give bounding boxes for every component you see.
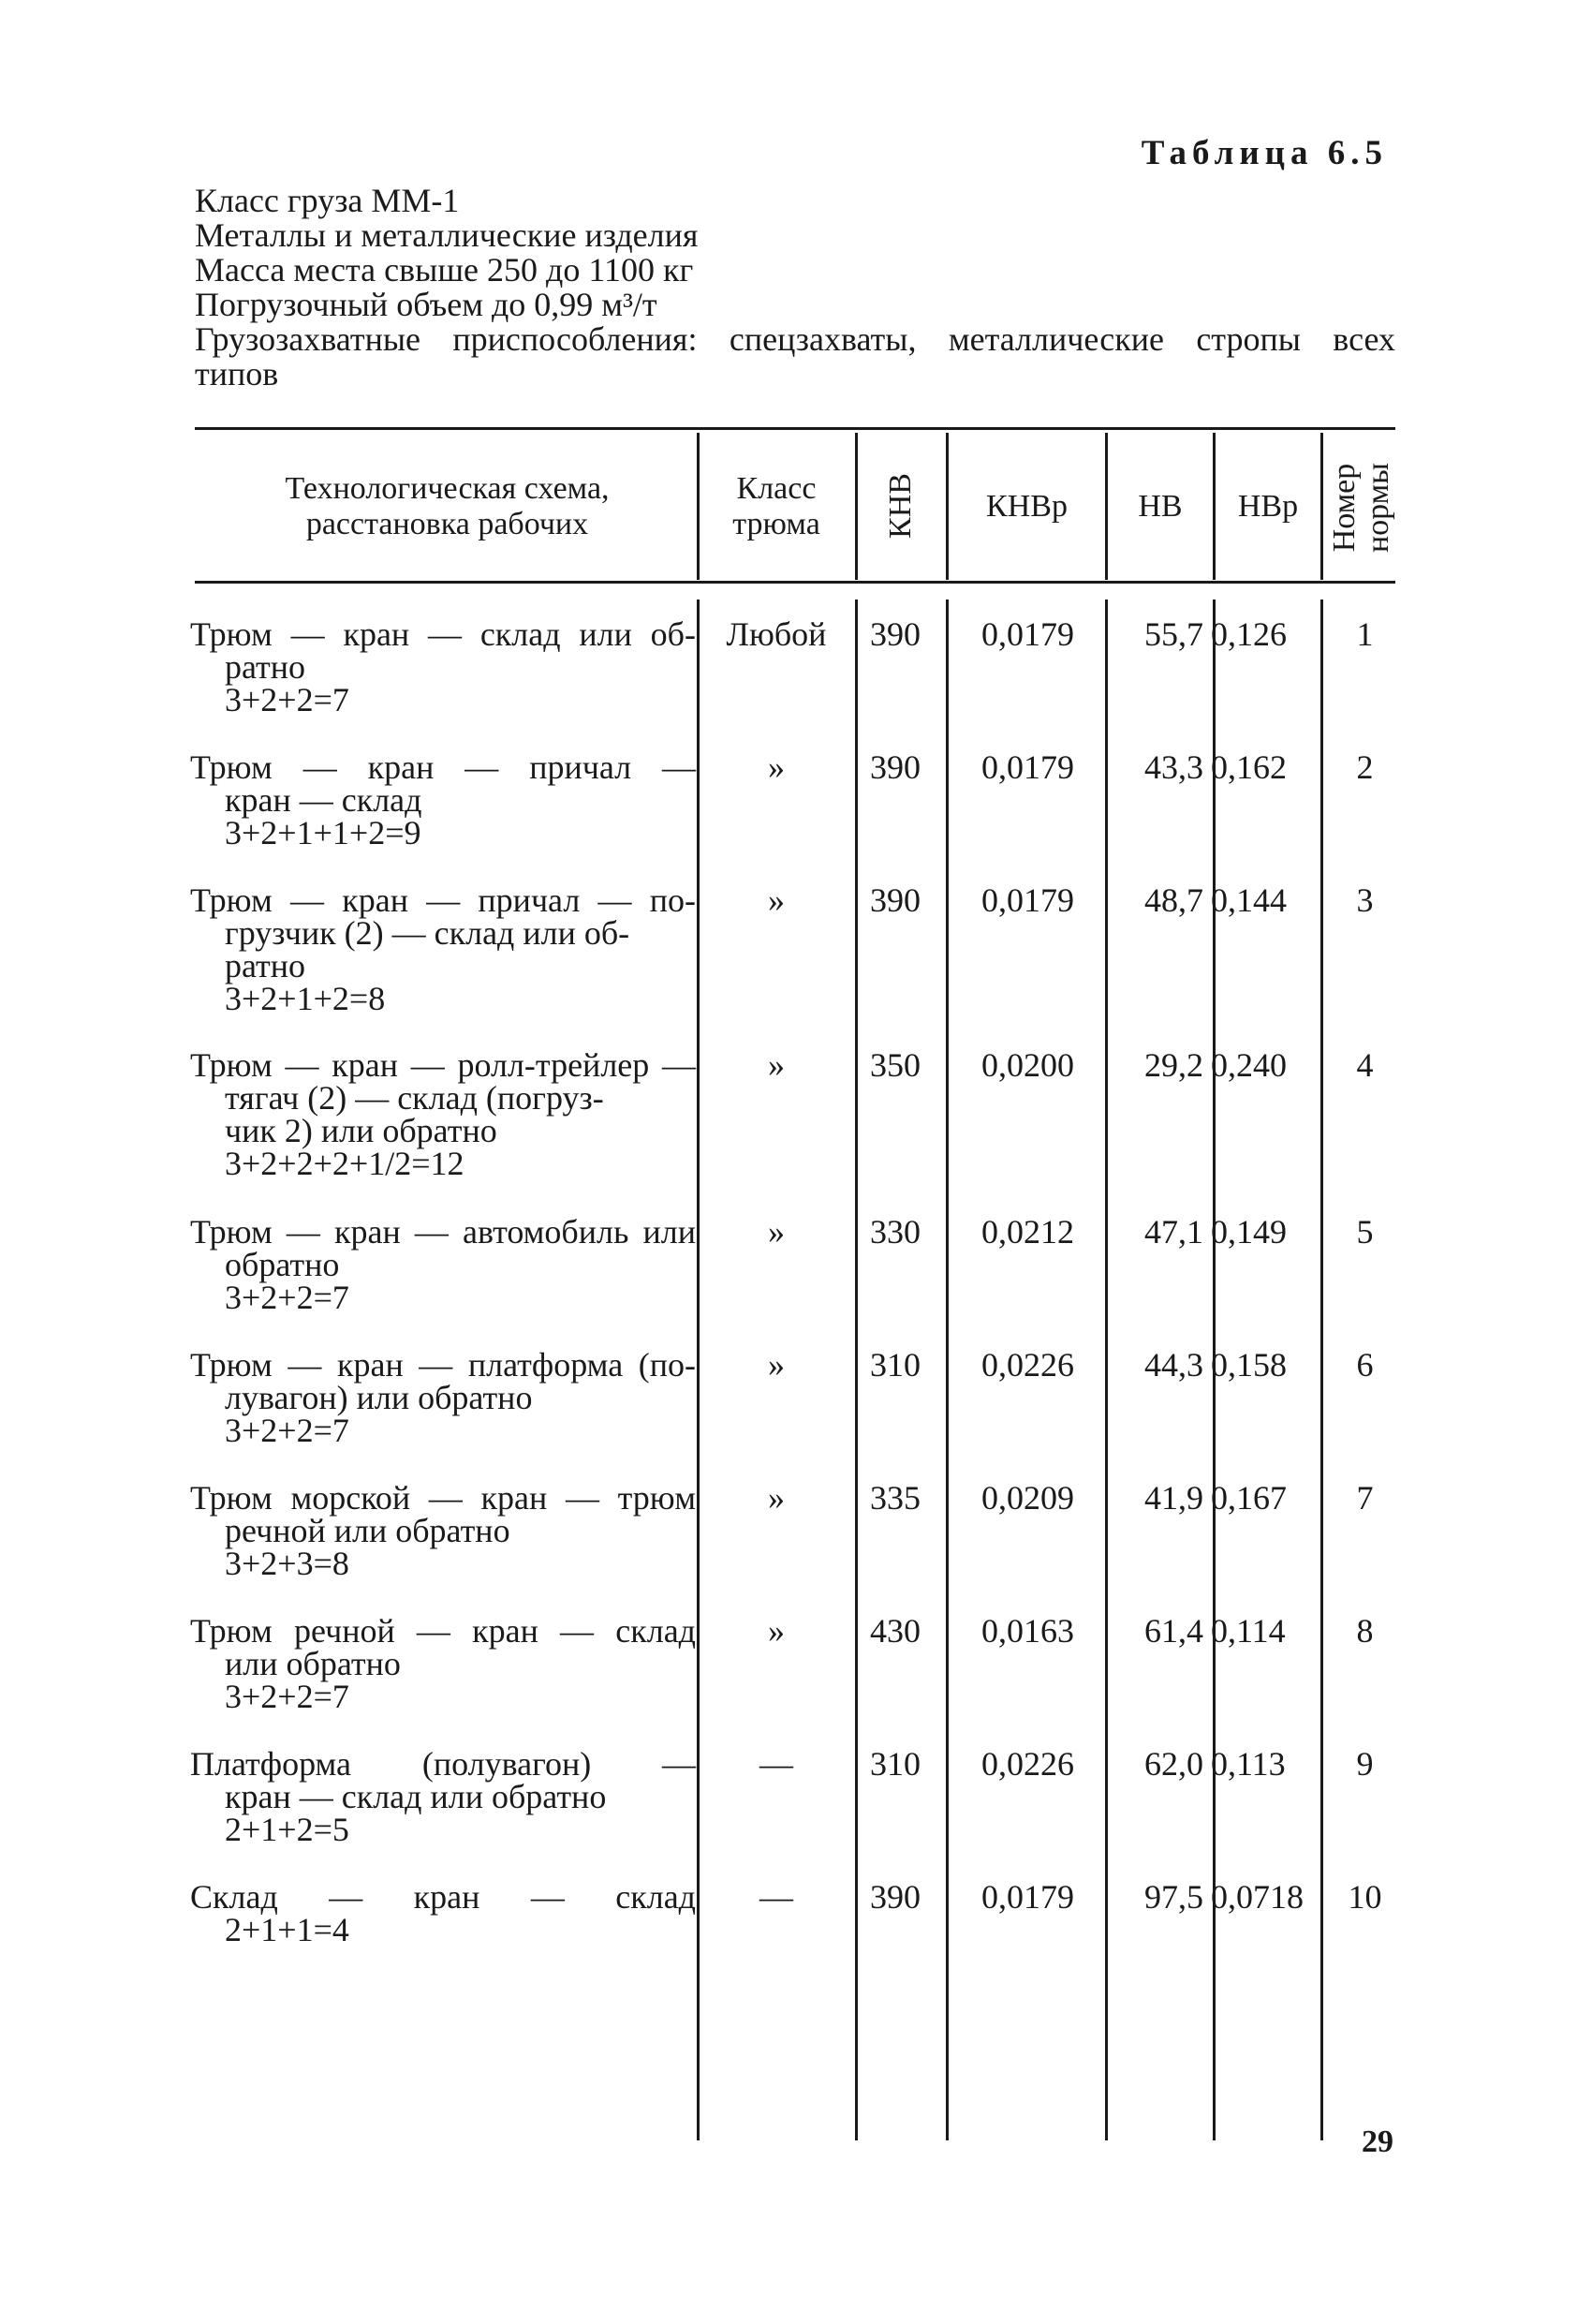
hold-class-cell: » <box>768 881 785 919</box>
norm-number-cell: 1 <box>1356 615 1374 653</box>
nvr-cell: 0,144 <box>1211 881 1287 919</box>
col-divider <box>697 600 700 2140</box>
knv-cell: 310 <box>870 1346 921 1384</box>
knvr-cell: 0,0226 <box>981 1346 1074 1384</box>
nvr-cell: 0,113 <box>1211 1745 1286 1783</box>
knvr-cell: 0,0200 <box>981 1046 1074 1084</box>
scheme-line: Трюм речной — кран — склад <box>190 1612 696 1650</box>
knv-cell: 390 <box>870 615 921 653</box>
table-top-rule <box>195 427 1395 430</box>
knv-cell: 390 <box>870 881 921 919</box>
scheme-line: Трюм морской — кран — трюм <box>190 1479 696 1517</box>
norm-number-cell: 5 <box>1356 1213 1374 1251</box>
cargo-gear-cont: типов <box>195 355 279 392</box>
nv-cell: 44,3 <box>1144 1346 1203 1384</box>
scheme-line: 2+1+2=5 <box>225 1811 349 1848</box>
hold-class-cell: » <box>768 1346 785 1384</box>
header-knv: КНВ <box>883 473 918 539</box>
cargo-category: Металлы и металлические изделия <box>195 216 699 254</box>
header-norm-number: Номер нормы <box>1327 462 1395 554</box>
nv-cell: 97,5 <box>1144 1878 1203 1916</box>
cargo-mass: Масса места свыше 250 до 1100 кг <box>195 251 694 289</box>
norm-number-cell: 8 <box>1356 1612 1374 1650</box>
scheme-line: ратно <box>225 947 306 984</box>
header-bottom-rule <box>195 581 1395 584</box>
scheme-line: 3+2+2=7 <box>225 1678 349 1715</box>
scheme-cell <box>190 881 696 1017</box>
scheme-line: 2+1+1=4 <box>225 1911 349 1948</box>
col-divider <box>855 600 858 2140</box>
col-divider <box>1213 433 1216 580</box>
knvr-cell: 0,0179 <box>981 615 1074 653</box>
scheme-line: Трюм — кран — склад или об- <box>190 615 696 653</box>
scheme-cell <box>190 1213 696 1316</box>
col-divider <box>1320 433 1323 580</box>
cargo-class: Класс груза ММ-1 <box>195 182 460 219</box>
scheme-line: Трюм — кран — причал — <box>190 748 696 786</box>
cargo-volume: Погрузочный объем до 0,99 м³/т <box>195 286 657 323</box>
nv-cell: 29,2 <box>1144 1046 1203 1084</box>
scheme-line: 3+2+2=7 <box>225 1412 349 1449</box>
norm-number-cell: 3 <box>1356 881 1374 919</box>
nvr-cell: 0,162 <box>1211 748 1287 786</box>
nv-cell: 43,3 <box>1144 748 1203 786</box>
nvr-cell: 0,149 <box>1211 1213 1287 1251</box>
scheme-line: обратно <box>225 1246 340 1283</box>
scheme-line: чик 2) или обратно <box>225 1112 497 1149</box>
scheme-line: 3+2+2+2+1/2=12 <box>225 1145 464 1182</box>
col-divider <box>946 433 949 580</box>
scheme-cell <box>190 1612 696 1715</box>
hold-class-cell: » <box>768 1213 785 1251</box>
knv-cell: 330 <box>870 1213 921 1251</box>
cargo-gear: Грузозахватные приспособления: спецзахваты, металлические стропы всех <box>195 320 1395 358</box>
col-divider <box>1105 433 1108 580</box>
scheme-line: кран — склад или обратно <box>225 1778 607 1815</box>
scheme-cell <box>190 748 696 851</box>
nv-cell: 62,0 <box>1144 1745 1203 1783</box>
nv-cell: 41,9 <box>1144 1479 1203 1517</box>
col-divider <box>1320 600 1323 2140</box>
knv-cell: 335 <box>870 1479 921 1517</box>
header-scheme: Технологическая схема, расстановка рабочих <box>285 471 610 541</box>
col-divider <box>697 433 700 580</box>
scheme-line: 3+2+1+1+2=9 <box>225 814 421 851</box>
knvr-cell: 0,0209 <box>981 1479 1074 1517</box>
scheme-line: Платформа (полувагон) — <box>190 1745 696 1783</box>
knvr-cell: 0,0163 <box>981 1612 1074 1650</box>
scheme-line: грузчик (2) — склад или об- <box>225 914 630 952</box>
scheme-line: кран — склад <box>225 781 422 819</box>
nvr-cell: 0,167 <box>1211 1479 1287 1517</box>
hold-class-cell: » <box>768 748 785 786</box>
scheme-cell <box>190 1479 696 1582</box>
hold-class-cell: — <box>759 1878 793 1916</box>
scheme-line: или обратно <box>225 1645 401 1682</box>
header-knvr: КНВр <box>986 489 1068 524</box>
hold-class-cell: Любой <box>726 615 827 653</box>
norm-number-cell: 9 <box>1356 1745 1374 1783</box>
norm-number-cell: 2 <box>1356 748 1374 786</box>
knv-cell: 310 <box>870 1745 921 1783</box>
nvr-cell: 0,0718 <box>1211 1878 1304 1916</box>
scheme-line: Трюм — кран — причал — по- <box>190 881 696 919</box>
scheme-cell <box>190 615 696 718</box>
header-nvr: НВр <box>1237 489 1299 524</box>
scheme-cell <box>190 1046 696 1182</box>
knvr-cell: 0,0179 <box>981 748 1074 786</box>
scheme-line: 3+2+2=7 <box>225 681 349 718</box>
hold-class-cell: » <box>768 1479 785 1517</box>
hold-class-cell: — <box>759 1745 793 1783</box>
nv-cell: 47,1 <box>1144 1213 1203 1251</box>
scheme-line: Трюм — кран — платформа (по- <box>190 1346 696 1384</box>
scheme-line: Склад — кран — склад <box>190 1878 696 1916</box>
scheme-line: ратно <box>225 648 306 686</box>
scheme-cell <box>190 1745 696 1848</box>
scheme-line: Трюм — кран — ролл-трейлер — <box>190 1046 696 1084</box>
knv-cell: 350 <box>870 1046 921 1084</box>
norm-number-cell: 7 <box>1356 1479 1374 1517</box>
scheme-cell <box>190 1346 696 1449</box>
scheme-line: лувагон) или обратно <box>225 1379 533 1416</box>
hold-class-cell: » <box>768 1612 785 1650</box>
table-label: Таблица 6.5 <box>1141 134 1388 172</box>
scheme-line: 3+2+1+2=8 <box>225 980 386 1017</box>
nvr-cell: 0,158 <box>1211 1346 1287 1384</box>
scheme-line: Трюм — кран — автомобиль или <box>190 1213 696 1251</box>
header-nv: НВ <box>1138 489 1183 524</box>
scheme-line: речной или обратно <box>225 1512 510 1549</box>
scheme-cell <box>190 1878 696 1948</box>
scheme-line: 3+2+3=8 <box>225 1545 349 1582</box>
knv-cell: 390 <box>870 748 921 786</box>
norm-number-cell: 6 <box>1356 1346 1374 1384</box>
knvr-cell: 0,0179 <box>981 1878 1074 1916</box>
nvr-cell: 0,240 <box>1211 1046 1287 1084</box>
norm-number-cell: 10 <box>1348 1878 1382 1916</box>
knv-cell: 390 <box>870 1878 921 1916</box>
cargo-description <box>195 184 1395 392</box>
norm-number-cell: 4 <box>1356 1046 1374 1084</box>
nvr-cell: 0,114 <box>1211 1612 1286 1650</box>
header-hold-class: Класс трюма <box>732 471 820 541</box>
hold-class-cell: » <box>768 1046 785 1084</box>
nv-cell: 55,7 <box>1144 615 1203 653</box>
knv-cell: 430 <box>870 1612 921 1650</box>
knvr-cell: 0,0212 <box>981 1213 1074 1251</box>
scheme-line: тягач (2) — склад (погруз- <box>225 1079 604 1117</box>
col-divider <box>855 433 858 580</box>
nv-cell: 48,7 <box>1144 881 1203 919</box>
scheme-line: 3+2+2=7 <box>225 1279 349 1316</box>
page-number: 29 <box>1362 2124 1393 2159</box>
knvr-cell: 0,0226 <box>981 1745 1074 1783</box>
nvr-cell: 0,126 <box>1211 615 1287 653</box>
knvr-cell: 0,0179 <box>981 881 1074 919</box>
nv-cell: 61,4 <box>1144 1612 1203 1650</box>
